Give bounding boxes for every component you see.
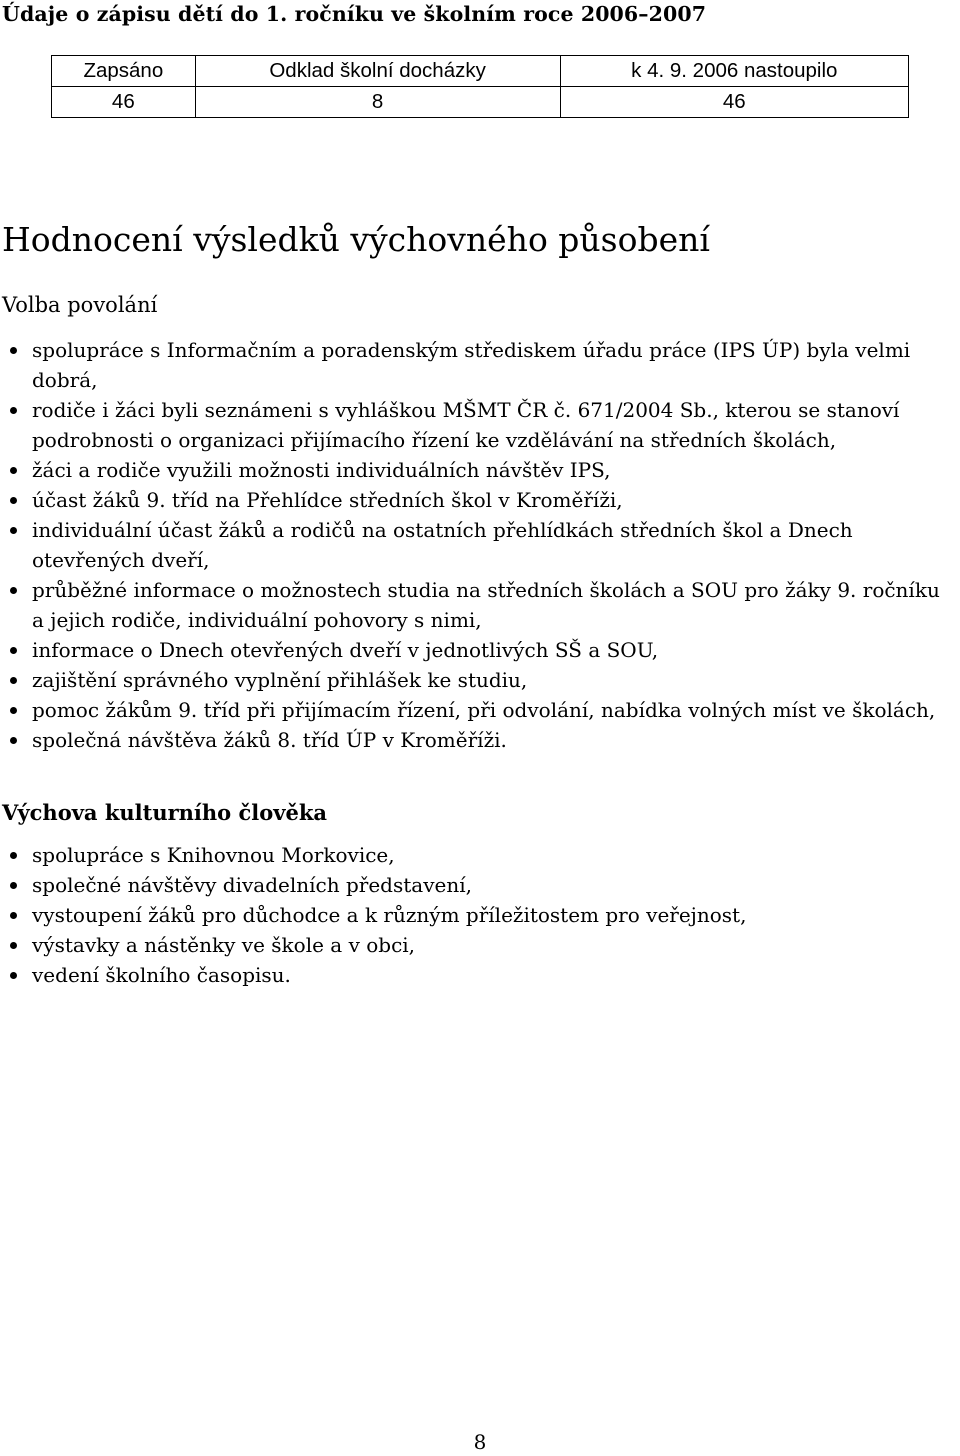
- bullet-icon: [10, 707, 17, 714]
- section-title: Hodnocení výsledků výchovného působení: [2, 220, 710, 259]
- list-item: [0, 665, 958, 695]
- table-cell: 46: [52, 87, 196, 118]
- list-item: [0, 635, 958, 665]
- list-item-text: pomoc žákům 9. tříd při přijímacím řízení, při odvolání, nabídka volných míst ve školách,: [32, 698, 936, 722]
- list-item: [0, 515, 958, 575]
- list-item: [0, 870, 958, 900]
- culture-list: [0, 840, 958, 990]
- list-item-text: rodiče i žáci byli seznámeni s vyhláškou MŠMT ČR č. 671/2004 Sb., kterou se stanoví podrobnosti o organizaci přijímacího řízení ke vzdělávání na středních školách,: [32, 398, 900, 452]
- list-item: [0, 455, 958, 485]
- table-header-row: [52, 56, 909, 87]
- page-number: 8: [473, 1430, 487, 1454]
- table-header-cell: Odklad školní docházky: [195, 56, 560, 87]
- list-item-text: účast žáků 9. tříd na Přehlídce středních škol v Kroměříži,: [32, 488, 623, 512]
- list-item: [0, 485, 958, 515]
- bullet-icon: [10, 527, 17, 534]
- list-item-text: vedení školního časopisu.: [32, 963, 291, 987]
- culture-heading: Výchova kulturního člověka: [2, 800, 327, 825]
- list-item-text: spolupráce s Informačním a poradenským střediskem úřadu práce (IPS ÚP) byla velmi dobrá,: [32, 338, 911, 392]
- list-item: [0, 725, 958, 755]
- table-cell: 46: [560, 87, 908, 118]
- career-heading: Volba povolání: [2, 293, 158, 317]
- list-item: [0, 960, 958, 990]
- list-item: [0, 395, 958, 455]
- bullet-icon: [10, 587, 17, 594]
- list-item-text: společná návštěva žáků 8. tříd ÚP v Kroměříži.: [32, 728, 507, 752]
- bullet-icon: [10, 972, 17, 979]
- list-item-text: individuální účast žáků a rodičů na ostatních přehlídkách středních škol a Dnech otevřených dveří,: [32, 518, 853, 572]
- bullet-icon: [10, 942, 17, 949]
- list-item: [0, 695, 958, 725]
- enrollment-table: [51, 55, 909, 118]
- bullet-icon: [10, 882, 17, 889]
- list-item-text: vystoupení žáků pro důchodce a k různým příležitostem pro veřejnost,: [32, 903, 747, 927]
- list-item: [0, 335, 958, 395]
- list-item: [0, 575, 958, 635]
- bullet-icon: [10, 912, 17, 919]
- bullet-icon: [10, 347, 17, 354]
- table-header-cell: k 4. 9. 2006 nastoupilo: [560, 56, 908, 87]
- table-row: [52, 87, 909, 118]
- enrollment-heading: Údaje o zápisu dětí do 1. ročníku ve školním roce 2006–2007: [2, 2, 707, 26]
- bullet-icon: [10, 407, 17, 414]
- list-item-text: průběžné informace o možnostech studia na středních školách a SOU pro žáky 9. ročníku a jejich rodiče, individuální pohovory s nimi,: [32, 578, 940, 632]
- table-header-cell: Zapsáno: [52, 56, 196, 87]
- table-cell: 8: [195, 87, 560, 118]
- bullet-icon: [10, 467, 17, 474]
- list-item: [0, 900, 958, 930]
- bullet-icon: [10, 737, 17, 744]
- list-item-text: žáci a rodiče využili možnosti individuálních návštěv IPS,: [32, 458, 611, 482]
- bullet-icon: [10, 497, 17, 504]
- career-list: [0, 335, 958, 755]
- list-item-text: společné návštěvy divadelních představení,: [32, 873, 472, 897]
- list-item-text: výstavky a nástěnky ve škole a v obci,: [32, 933, 416, 957]
- list-item: [0, 840, 958, 870]
- bullet-icon: [10, 852, 17, 859]
- bullet-icon: [10, 677, 17, 684]
- list-item-text: informace o Dnech otevřených dveří v jednotlivých SŠ a SOU,: [32, 638, 659, 662]
- bullet-icon: [10, 647, 17, 654]
- list-item-text: spolupráce s Knihovnou Morkovice,: [32, 843, 395, 867]
- list-item: [0, 930, 958, 960]
- list-item-text: zajištění správného vyplnění přihlášek ke studiu,: [32, 668, 528, 692]
